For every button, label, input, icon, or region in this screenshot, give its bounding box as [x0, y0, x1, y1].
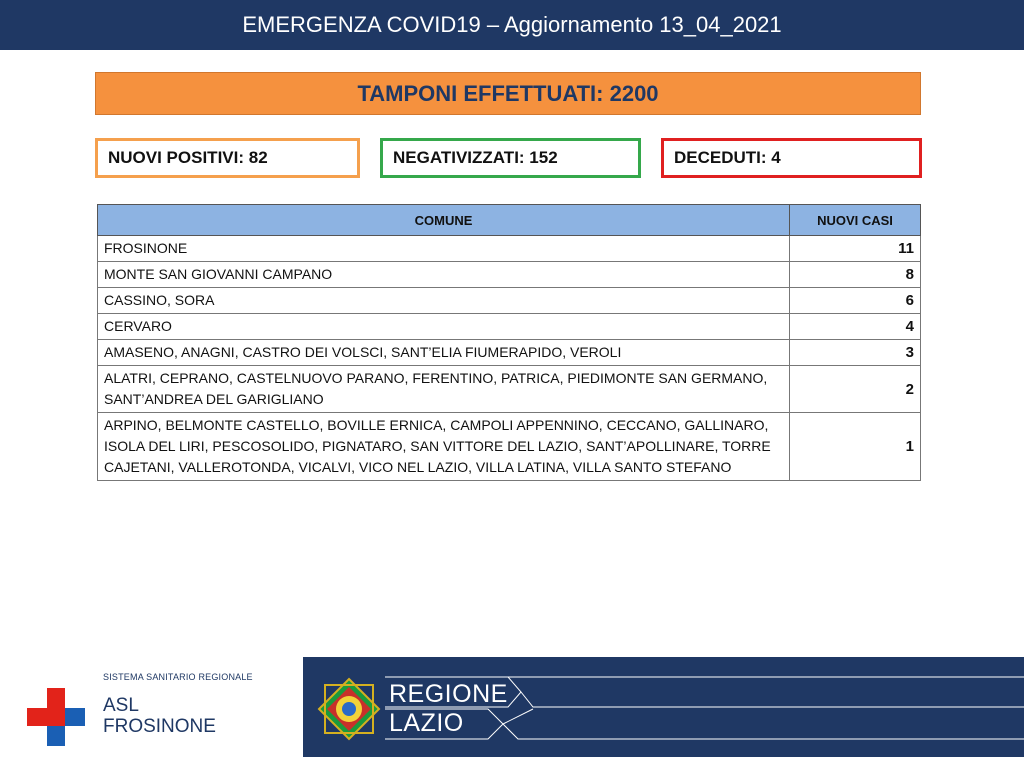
- comuni-table: [97, 204, 921, 481]
- deceduti-box: [661, 138, 922, 178]
- asl-system-label: SISTEMA SANITARIO REGIONALE: [103, 672, 253, 682]
- regione-line1: REGIONE: [389, 680, 508, 708]
- comune-cell: CERVARO: [98, 314, 790, 340]
- comune-cell: FROSINONE: [98, 236, 790, 262]
- table-row: [98, 340, 921, 366]
- comune-cell: ALATRI, CEPRANO, CASTELNUOVO PARANO, FERENTINO, PATRICA, PIEDIMONTE SAN GERMANO, SANT’ANDREA DEL GARIGLIANO: [98, 366, 790, 413]
- asl-line1: ASL: [103, 695, 139, 716]
- cases-cell: 11: [790, 236, 921, 262]
- column-header-comune: COMUNE: [98, 205, 790, 236]
- table-row: [98, 288, 921, 314]
- table-row: [98, 236, 921, 262]
- comune-cell: AMASENO, ANAGNI, CASTRO DEI VOLSCI, SANT’ELIA FIUMERAPIDO, VEROLI: [98, 340, 790, 366]
- tamponi-label: TAMPONI EFFETTUATI: 2200: [357, 80, 659, 106]
- tamponi-banner: [95, 72, 921, 115]
- regione-line2: LAZIO: [389, 709, 464, 737]
- table-row: [98, 413, 921, 481]
- negativizzati-box: [380, 138, 641, 178]
- deceduti-label: DECEDUTI: 4: [674, 148, 781, 167]
- table-row: [98, 314, 921, 340]
- cases-cell: 2: [790, 366, 921, 413]
- table-header-row: [98, 205, 921, 236]
- cases-cell: 6: [790, 288, 921, 314]
- regione-name: [389, 680, 508, 738]
- cases-cell: 8: [790, 262, 921, 288]
- comune-cell: MONTE SAN GIOVANNI CAMPANO: [98, 262, 790, 288]
- asl-line2: FROSINONE: [103, 716, 216, 737]
- regione-lazio-banner: [303, 657, 1024, 757]
- asl-logo-block: [0, 660, 300, 757]
- table-row: [98, 262, 921, 288]
- cases-cell: 1: [790, 413, 921, 481]
- nuovi-positivi-label: NUOVI POSITIVI: 82: [108, 148, 268, 167]
- table-row: [98, 366, 921, 413]
- nuovi-positivi-box: [95, 138, 360, 178]
- comune-cell: CASSINO, SORA: [98, 288, 790, 314]
- page-title: EMERGENZA COVID19 – Aggiornamento 13_04_2021: [242, 12, 782, 37]
- asl-name: [103, 695, 216, 737]
- page-header: [0, 0, 1024, 50]
- negativizzati-label: NEGATIVIZZATI: 152: [393, 148, 558, 167]
- comune-cell: ARPINO, BELMONTE CASTELLO, BOVILLE ERNICA, CAMPOLI APPENNINO, CECCANO, GALLINARO, ISOLA DEL LIRI, PESCOSOLIDO, PIGNATARO, SAN VITTORE DEL LAZIO, SANT’APOLLINARE, TORRE CAJETANI, VALLEROTONDA, VICALVI, VICO NEL LAZIO, VILLA LATINA, VILLA SANTO STEFANO: [98, 413, 790, 481]
- column-header-nuovi-casi: NUOVI CASI: [790, 205, 921, 236]
- cases-cell: 3: [790, 340, 921, 366]
- cases-cell: 4: [790, 314, 921, 340]
- regione-lazio-emblem-icon: [317, 677, 381, 741]
- red-blue-cross-icon: [27, 688, 85, 746]
